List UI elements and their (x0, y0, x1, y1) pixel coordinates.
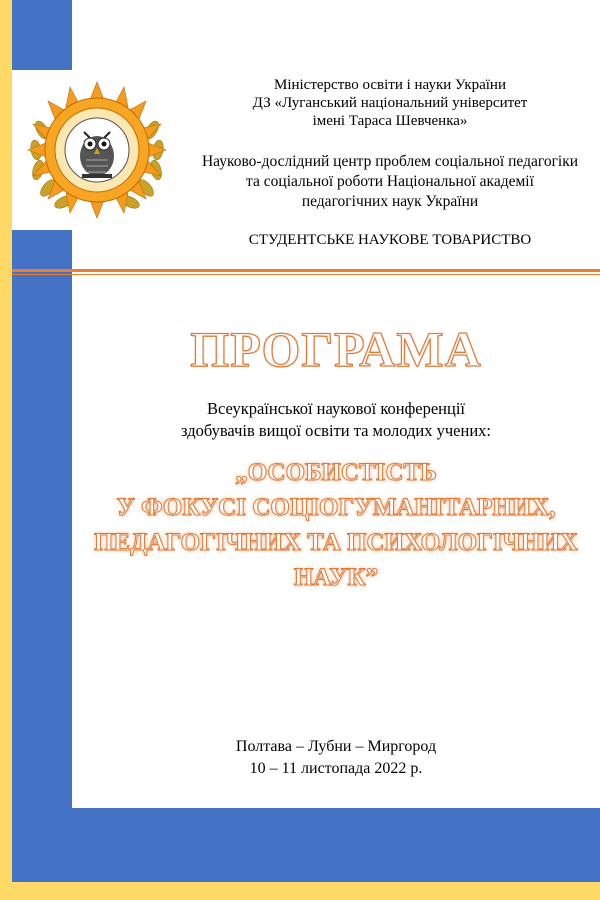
university-owl-emblem-icon (12, 70, 182, 230)
conference-line-2: здобувачів вищої освіти та молодих учених: (180, 421, 492, 440)
venue-and-date (72, 736, 600, 780)
orange-divider (12, 269, 600, 272)
center-line-2: та соціальної роботи Національної академії (246, 173, 534, 190)
ministry-heading (190, 76, 590, 130)
conference-date: 10 – 11 листопада 2022 р. (249, 760, 423, 777)
student-society-heading: СТУДЕНТСЬКЕ НАУКОВЕ ТОВАРИСТВО (248, 232, 532, 248)
orange-divider-thin (12, 274, 600, 275)
conference-topic (72, 455, 600, 595)
center-line-3: педагогічних наук України (301, 193, 479, 210)
document-title: ПРОГРАМА (190, 321, 482, 377)
research-center-heading (180, 152, 600, 212)
logo-box (12, 70, 182, 230)
conference-line-1: Всеукраїнської наукової конференції (207, 399, 465, 418)
ministry-line-3: імені Тараса Шевченка» (312, 113, 468, 129)
topic-line-4: НАУК” (293, 564, 379, 591)
topic-line-1: „ОСОБИСТІСТЬ (235, 459, 437, 486)
venue: Полтава – Лубни – Миргород (235, 738, 437, 755)
ministry-line-2: ДЗ «Луганський національний університет (252, 95, 528, 111)
topic-line-2: У ФОКУСІ СОЦІОГУМАНІТАРНИХ, (116, 494, 556, 521)
center-line-1: Науково-дослідний центр проблем соціальної педагогіки (201, 153, 579, 170)
topic-line-3: ПЕДАГОГІЧНИХ ТА ПСИХОЛОГІЧНИХ (94, 529, 578, 556)
ministry-line-1: Міністерство освіти і науки України (273, 77, 506, 93)
conference-description (72, 398, 600, 442)
